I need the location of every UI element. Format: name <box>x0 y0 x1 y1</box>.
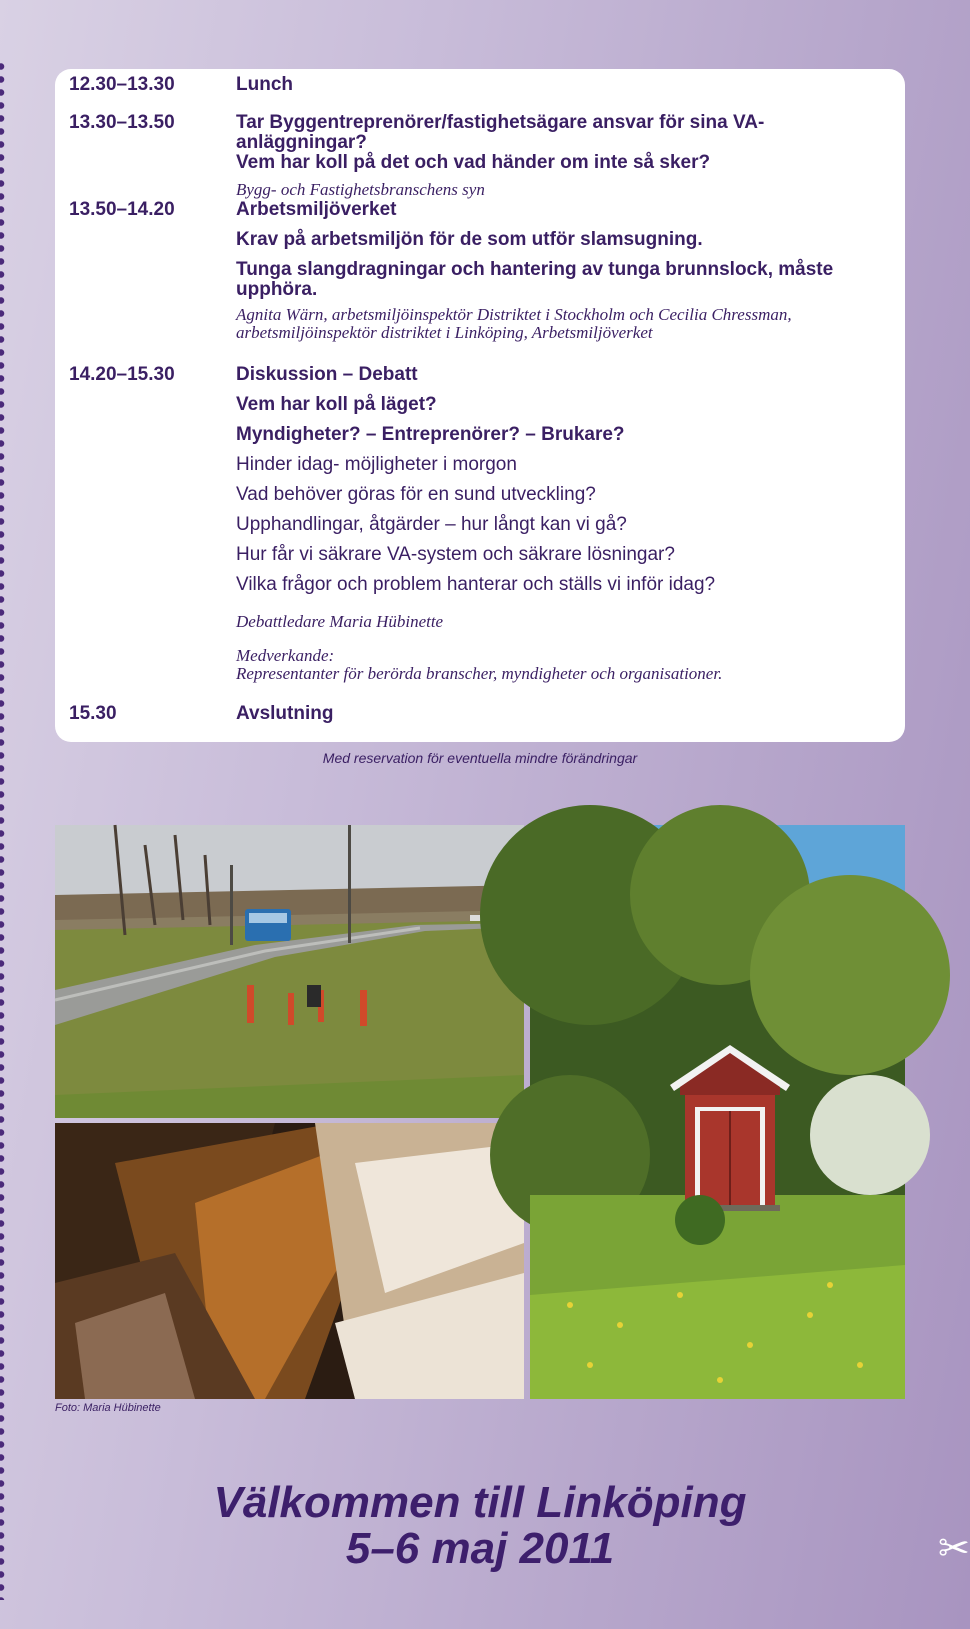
session-title: Lunch <box>236 74 293 95</box>
session-speaker: Bygg- och Fastighetsbranschens syn <box>236 180 485 199</box>
program-panel <box>55 69 905 742</box>
participants: Representanter för berörda branscher, myndigheter och organisationer. <box>236 664 723 683</box>
participants-label: Medverkande: <box>236 646 335 665</box>
discussion-point: Hur får vi säkrare VA-system och säkrare lösningar? <box>236 544 675 565</box>
photo-road-bus <box>55 825 524 1118</box>
spiral-binding <box>0 60 6 1600</box>
session-title: Tar Byggentreprenörer/fastighetsägare ansvar för sina VA-anläggningar? <box>236 112 765 153</box>
discussion-question: Vem har koll på läget? <box>236 394 437 415</box>
welcome-line-1: Välkommen till Linköping <box>213 1478 747 1527</box>
session-time: 12.30–13.30 <box>69 74 175 95</box>
photo-credit: Foto: Maria Hübinette <box>55 1402 161 1414</box>
session-speaker: Agnita Wärn, arbetsmiljöinspektör Distriktet i Stockholm och Cecilia Chressman, <box>236 305 792 324</box>
session-speaker: arbetsmiljöinspektör distriktet i Linköping, Arbetsmiljöverket <box>236 323 653 342</box>
discussion-point: Vilka frågor och problem hanterar och ställs vi inför idag? <box>236 574 716 595</box>
session-line: Krav på arbetsmiljön för de som utför slamsugning. <box>236 229 703 250</box>
scissors-icon: ✂ <box>938 1528 970 1570</box>
reservation-caption: Med reservation för eventuella mindre förändringar <box>322 750 638 766</box>
session-title: Arbetsmiljöverket <box>236 199 397 220</box>
session-line: upphöra. <box>236 279 318 300</box>
session-time: 15.30 <box>69 703 117 724</box>
session-time: 14.20–15.30 <box>69 364 175 385</box>
discussion-point: Vad behöver göras för en sund utveckling? <box>236 484 596 505</box>
discussion-point: Hinder idag- möjligheter i morgon <box>236 454 517 475</box>
session-title-2: Vem har koll på det och vad händer om inte så sker? <box>236 152 711 173</box>
discussion-point: Upphandlingar, åtgärder – hur långt kan vi gå? <box>236 514 627 535</box>
photo-water-rapids <box>55 1123 524 1399</box>
welcome-heading <box>0 1480 960 1572</box>
moderator: Debattledare Maria Hübinette <box>236 612 444 631</box>
welcome-line-2: 5–6 maj 2011 <box>345 1524 615 1573</box>
session-time: 13.50–14.20 <box>69 199 175 220</box>
session-time: 13.30–13.50 <box>69 112 175 133</box>
discussion-question: Myndigheter? – Entreprenörer? – Brukare? <box>236 424 625 445</box>
photo-red-shed <box>530 825 905 1399</box>
session-line: Tunga slangdragningar och hantering av tunga brunnslock, måste <box>236 259 834 280</box>
session-title: Avslutning <box>236 703 334 724</box>
session-title: Diskussion – Debatt <box>236 364 418 385</box>
